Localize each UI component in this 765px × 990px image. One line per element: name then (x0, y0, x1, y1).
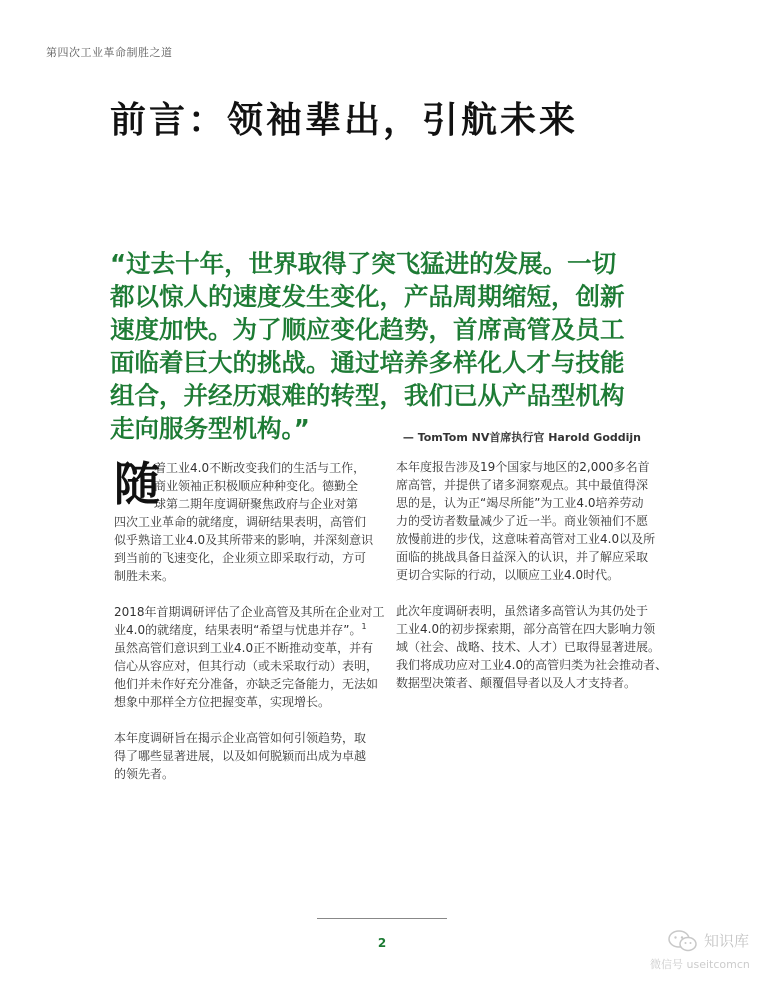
body-paragraph (396, 458, 658, 584)
quote-attribution: — TomTom NV首席执行官 Harold Goddijn (402, 431, 641, 444)
body-paragraph (114, 603, 385, 711)
page-title: 前言：领袖辈出，引航未来 (110, 100, 579, 141)
paragraph-line: 我们将成功应对工业4.0的高管归类为社会推动者、 (396, 658, 668, 672)
paragraph-line: 更切合实际的行动，以顺应工业4.0时代。 (396, 568, 620, 582)
quote-line: “过去十年，世界取得了突飞猛进的发展。一切 (110, 249, 617, 278)
watermark-name: 知识库 (704, 932, 750, 950)
paragraph-line: 力的受访者数量减少了近一半。商业领袖们不愿 (396, 514, 649, 528)
drop-cap: 随 (114, 457, 160, 511)
paragraph-line: 商业领袖正积极顺应种种变化。德勤全 (154, 479, 359, 493)
footnote-marker[interactable]: 1 (361, 622, 367, 631)
paragraph-line: 他们并未作好充分准备，亦缺乏完备能力，无法如 (114, 677, 379, 691)
paragraph-line: 席高管，并提供了诸多洞察观点。其中最值得深 (396, 478, 649, 492)
intro-paragraph (114, 459, 374, 585)
footer-divider (317, 918, 447, 919)
right-column (396, 458, 668, 710)
watermark (648, 930, 760, 972)
paragraph-line: 放慢前进的步伐，这意味着高管对工业4.0以及所 (396, 532, 656, 546)
paragraph-line: 此次年度调研表明，虽然诸多高管认为其仍处于 (396, 604, 649, 618)
paragraph-line: 本年度调研旨在揭示企业高管如何引领趋势，取 (114, 731, 367, 745)
paragraph-line: 想象中那样全方位把握变革，实现增长。 (114, 695, 331, 709)
paragraph-line: 似乎熟谙工业4.0及其所带来的影响，并深刻意识 (114, 533, 374, 547)
quote-line: 都以惊人的速度发生变化，产品周期缩短，创新 (110, 282, 625, 311)
body-paragraph (396, 602, 668, 692)
quote-line: 速度加快。为了顺应变化趋势，首席高管及员工 (110, 315, 625, 344)
paragraph-line: 面临的挑战具备日益深入的认识，并了解应采取 (396, 550, 649, 564)
paragraph-line: 数据型决策者、颠覆倡导者以及人才支持者。 (396, 676, 637, 690)
page-number: 2 (377, 936, 387, 950)
watermark-account: 微信号 useitcomcn (650, 958, 750, 971)
paragraph-line: 业4.0的就绪度，结果表明“希望与忧患并存”。$^1$ (114, 622, 367, 637)
paragraph-line: 2018年首期调研评估了企业高管及其所在企业对工 (114, 605, 385, 619)
paragraph-line: 制胜未来。 (114, 569, 175, 583)
paragraph-line: 球第二期年度调研聚焦政府与企业对第 (154, 497, 359, 511)
quote-line: 走向服务型机构。” (110, 414, 310, 443)
left-column (114, 457, 385, 801)
paragraph-line: 工业4.0的初步探索期，部分高管在四大影响力领 (396, 622, 656, 636)
paragraph-line: 思的是，认为正“竭尽所能”为工业4.0培养劳动 (396, 496, 644, 510)
paragraph-line: 域（社会、战略、技术、人才）已取得显著进展。 (396, 640, 661, 654)
pull-quote (110, 247, 650, 445)
quote-line: 面临着巨大的挑战。通过培养多样化人才与技能 (110, 348, 625, 377)
paragraph-line: 四次工业革命的就绪度，调研结果表明，高管们 (114, 515, 367, 529)
running-header: 第四次工业革命制胜之道 (46, 46, 173, 59)
paragraph-line: 的领先者。 (114, 767, 175, 781)
body-paragraph (114, 729, 374, 783)
wechat-icon (668, 930, 698, 952)
paragraph-line: 虽然高管们意识到工业4.0正不断推动变革，并有 (114, 641, 374, 655)
paragraph-line: 本年度报告涉及19个国家与地区的2,000多名首 (396, 460, 650, 474)
paragraph-line: 到当前的飞速变化，企业须立即采取行动，方可 (114, 551, 367, 565)
paragraph-line: 信心从容应对，但其行动（或未采取行动）表明， (114, 659, 379, 673)
quote-line: 组合，并经历艰难的转型，我们已从产品型机构 (110, 381, 625, 410)
paragraph-line: 着工业4.0不断改变我们的生活与工作， (154, 461, 366, 475)
paragraph-line: 得了哪些显著进展，以及如何脱颖而出成为卓越 (114, 749, 367, 763)
